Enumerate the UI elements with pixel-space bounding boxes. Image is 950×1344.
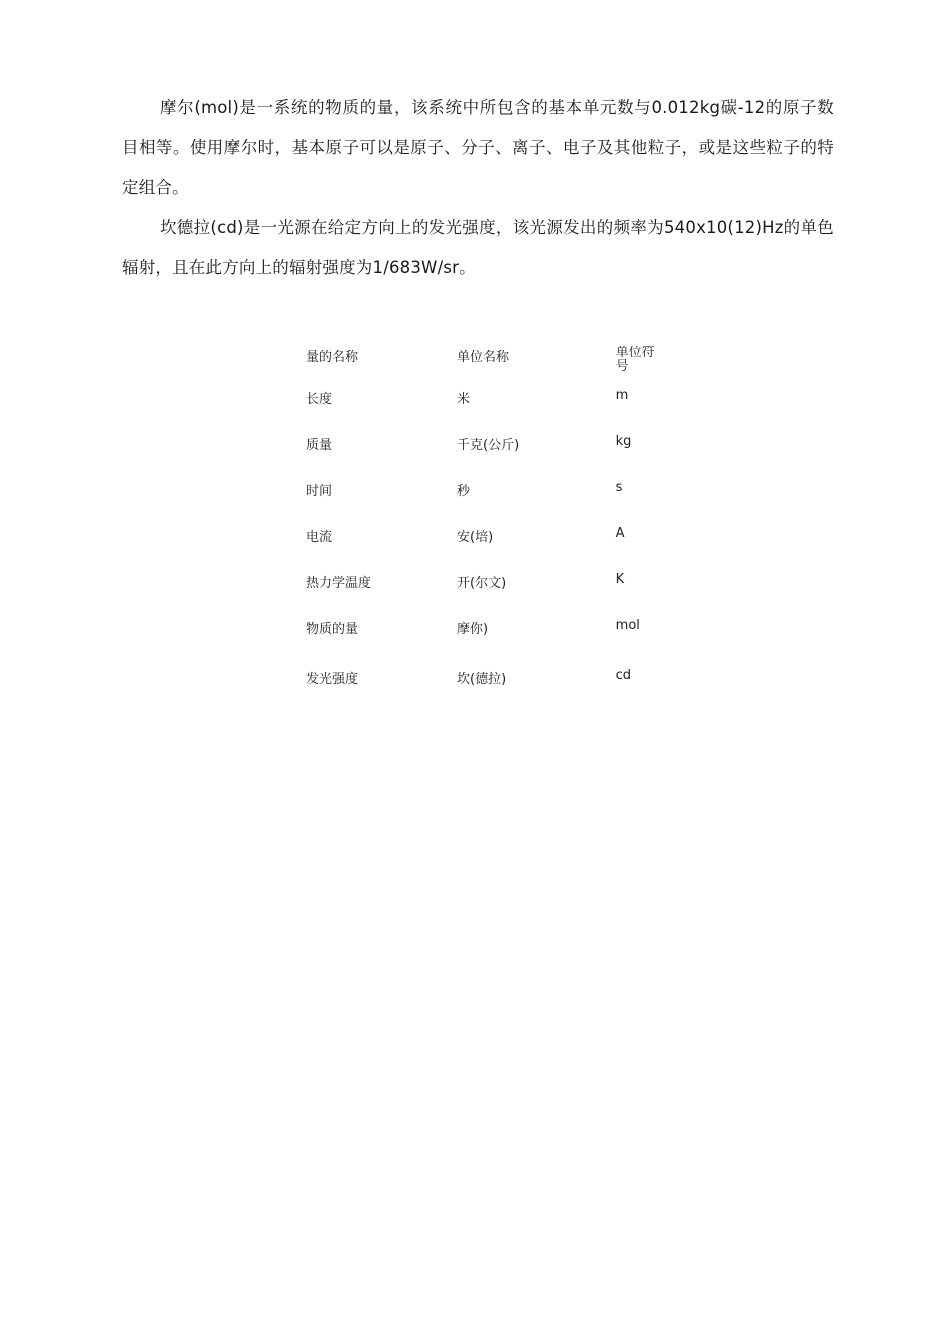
cell-symbol: cd <box>615 668 632 683</box>
cell-symbol: s <box>615 480 623 495</box>
cell-unit: 安(培) <box>457 530 494 545</box>
cell-quantity: 质量 <box>306 438 333 453</box>
si-units-table <box>306 344 666 698</box>
header-quantity-name: 量的名称 <box>306 350 359 365</box>
header-unit-symbol-text: 单位符号 <box>615 346 655 374</box>
paragraph-candela-definition: 坎德拉(cd)是一光源在给定方向上的发光强度，该光源发出的频率为540x10(12)Hz的单色辐射，且在此方向上的辐射强度为1/683W/sr。 <box>122 218 834 277</box>
cell-symbol: mol <box>615 618 640 633</box>
table-row <box>306 388 666 434</box>
table-header-row <box>306 344 666 388</box>
header-unit-symbol <box>616 344 666 388</box>
table-row <box>306 618 666 664</box>
table-row <box>306 664 666 698</box>
table-row <box>306 434 666 480</box>
cell-quantity: 长度 <box>306 392 333 407</box>
paragraph-mol-definition: 摩尔(mol)是一系统的物质的量，该系统中所包含的基本单元数与0.012kg碳-12的原子数目相等。使用摩尔时，基本原子可以是原子、分子、离子、电子及其他粒子，或是这些粒子的特定组合。 <box>122 98 834 197</box>
cell-quantity: 热力学温度 <box>306 576 372 591</box>
table-row <box>306 526 666 572</box>
cell-unit: 摩你) <box>457 622 489 637</box>
header-unit-name: 单位名称 <box>457 350 510 365</box>
cell-symbol: K <box>615 572 625 587</box>
cell-quantity: 发光强度 <box>306 672 359 687</box>
cell-unit: 秒 <box>457 484 471 499</box>
cell-symbol: kg <box>615 434 632 449</box>
cell-unit: 坎(德拉) <box>457 672 507 687</box>
cell-quantity: 时间 <box>306 484 333 499</box>
cell-unit: 米 <box>457 392 471 407</box>
table-row <box>306 572 666 618</box>
cell-quantity: 电流 <box>306 530 333 545</box>
cell-symbol: m <box>615 388 629 403</box>
cell-symbol: A <box>615 526 625 541</box>
cell-unit: 开(尔文) <box>457 576 507 591</box>
table-row <box>306 480 666 526</box>
cell-quantity: 物质的量 <box>306 622 359 637</box>
cell-unit: 千克(公斤) <box>457 438 520 453</box>
